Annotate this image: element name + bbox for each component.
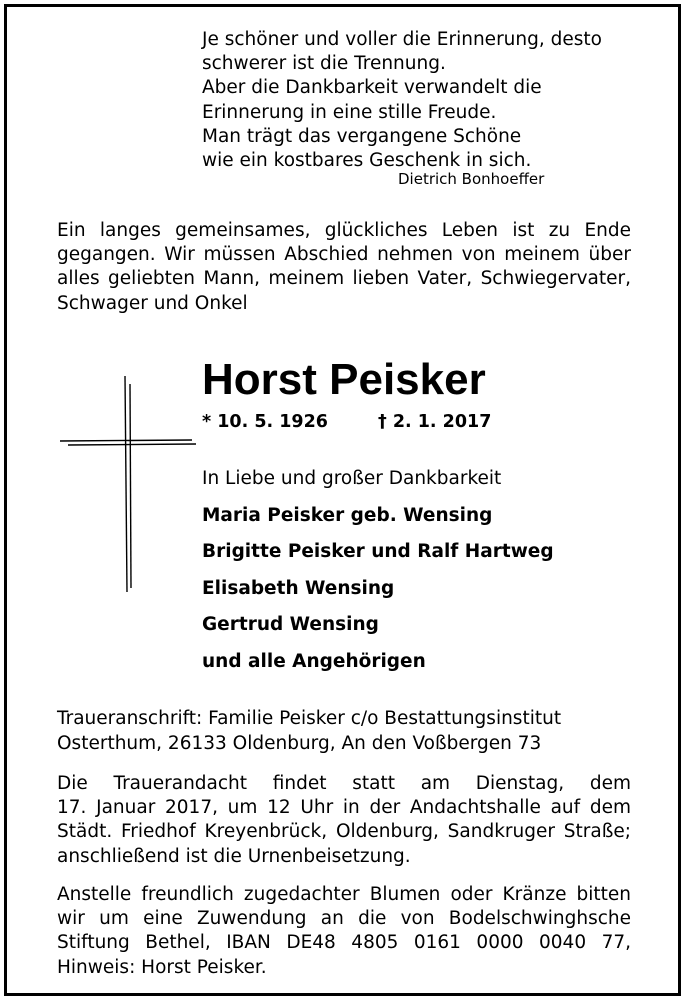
mourner-name: Elisabeth Wensing <box>202 577 395 599</box>
mourner-name: Gertrud Wensing <box>202 614 379 636</box>
service-line: 17. Januar 2017, um 12 Uhr in der Andachtshalle auf dem <box>57 797 631 819</box>
donation-line: Hinweis: Horst Peisker. <box>57 956 267 978</box>
poem-line: Aber die Dankbarkeit verwandelt die <box>202 77 542 99</box>
death-date: † 2. 1. 2017 <box>378 412 492 432</box>
service-line: Städt. Friedhof Kreyenbrück, Oldenburg, Sandkruger Straße; <box>57 821 631 843</box>
intro-line: gegangen. Wir müssen Abschied nehmen von meinem über <box>57 244 631 266</box>
service-line: anschließend ist die Urnenbeisetzung. <box>57 845 411 867</box>
mourners-list <box>202 503 642 685</box>
mourner-name: und alle Angehörigen <box>202 650 426 672</box>
address-line: Traueranschrift: Familie Peisker c/o Bestattungsinstitut <box>57 708 562 729</box>
mourning-address <box>57 706 631 756</box>
cross-icon <box>58 374 198 594</box>
donation-info <box>57 883 631 980</box>
poem-line: schwerer ist die Trennung. <box>202 53 446 75</box>
poem-line: Je schöner und voller die Erinnerung, desto <box>202 29 602 50</box>
deceased-name: Horst Peisker <box>202 355 486 404</box>
poem-quote <box>202 28 642 173</box>
poem-line: Erinnerung in eine stille Freude. <box>202 101 497 123</box>
mourner-name: Brigitte Peisker und Ralf Hartweg <box>202 541 554 563</box>
service-info <box>57 772 631 869</box>
poem-line: wie ein kostbares Geschenk in sich. <box>202 150 532 172</box>
address-line: Osterthum, 26133 Oldenburg, An den Voßbergen 73 <box>57 733 542 754</box>
donation-line: Stiftung Bethel, IBAN DE48 4805 0161 0000 0040 77, <box>57 932 631 954</box>
intro-paragraph <box>57 219 631 316</box>
intro-line: alles geliebten Mann, meinem lieben Vater, Schwiegervater, <box>57 268 631 290</box>
poem-line: Man trägt das vergangene Schöne <box>202 125 522 147</box>
mourner-name: Maria Peisker geb. Wensing <box>202 505 493 526</box>
intro-line: Ein langes gemeinsames, glückliches Leben ist zu Ende <box>57 220 631 241</box>
donation-line: Anstelle freundlich zugedachter Blumen oder Kränze bitten <box>57 884 631 905</box>
intro-line: Schwager und Onkel <box>57 292 248 314</box>
poem-author: Dietrich Bonhoeffer <box>398 170 545 188</box>
donation-line: wir um eine Zuwendung an die von Bodelschwinghsche <box>57 908 631 930</box>
mourners-intro: In Liebe und großer Dankbarkeit <box>202 468 502 489</box>
service-line: Die Trauerandacht findet statt am Dienstag, dem <box>57 773 631 794</box>
birth-date: * 10. 5. 1926 <box>202 412 328 432</box>
